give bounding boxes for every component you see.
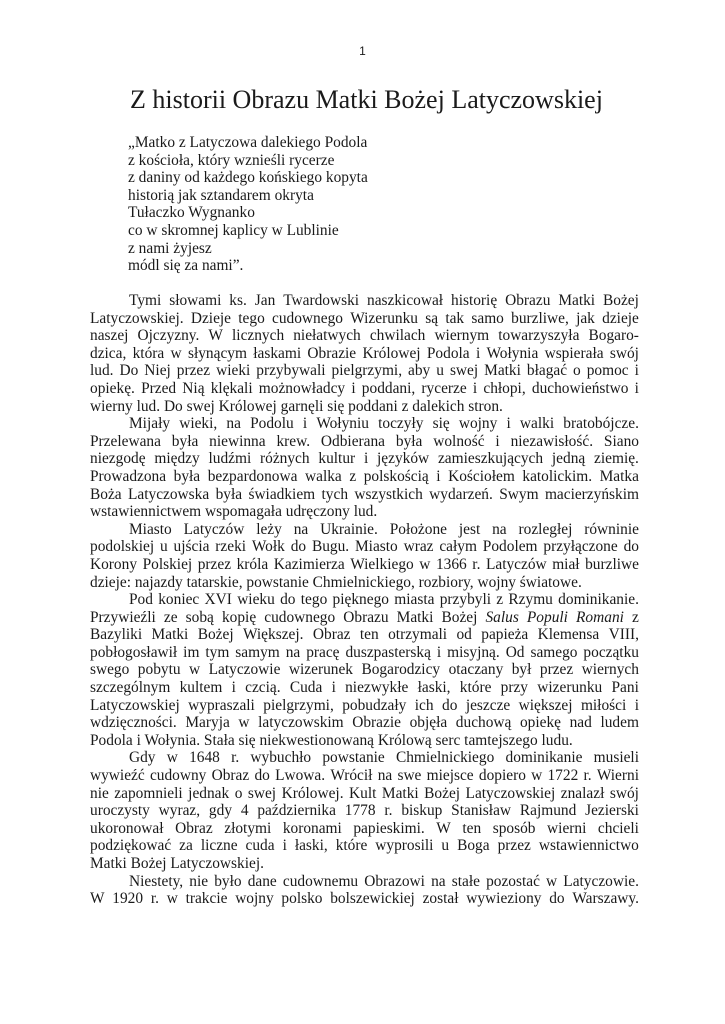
text-line: Miasto Latyczów leży na Ukrainie. Położone jest na rozległej równinie: [129, 520, 639, 538]
text-line: Bazyliki Matki Bożej Większej. Obraz ten otrzymali od papieża Klemensa VIII,: [90, 626, 639, 644]
text-line: wstawiennictwem wspomagała udręczony lud.: [90, 503, 378, 521]
text-line: ukoronował Obraz złotymi koronami papieskimi. W ten sposób wierni chcieli: [90, 819, 639, 837]
text-line: podziękować za liczne cuda i łaski, które wyprosili u Boga przez wstawiennictwo: [90, 837, 639, 855]
text-line: Boża Latyczowska była świadkiem tych wszystkich wydarzeń. Swym macierzyńskim: [90, 485, 639, 503]
text-line: Przywieźli ze sobą kopię cudownego Obrazu Matki Bożej Salus Populi Romani z: [90, 608, 639, 626]
text-line: Przelewana była niewinna krew. Odbierana była wolność i niezawisłość. Siano: [90, 432, 639, 450]
text-line: wywieźć cudowny Obraz do Lwowa. Wrócił na swe miejsce dopiero w 1722 r. Wierni: [90, 767, 639, 785]
text-line: dzica, która w słynącym łaskami Obrazie Królowej Podola i Wołynia wspierała swój: [90, 344, 639, 362]
paragraph: [90, 591, 639, 749]
text-line: Niestety, nie było dane cudownemu Obrazowi na stałe pozostać w Latyczowie.: [129, 872, 639, 890]
text-line: Mijały wieki, na Podolu i Wołyniu toczyły się wojny i walki bratobójcze.: [129, 415, 639, 433]
text-line: lud. Do Niej przez wieki przybywali pielgrzymi, aby u swej Matki błagać o pomoc i: [90, 362, 639, 380]
text-line: Tymi słowami ks. Jan Twardowski naszkicował historię Obrazu Matki Bożej: [129, 292, 639, 309]
page-title: Z historii Obrazu Matki Bożej Latyczowskiej: [130, 85, 603, 114]
text-line: Korony Polskiej przez króla Kazimierza Wielkiego w 1366 r. Latyczów miał burzliwe: [90, 555, 639, 573]
paragraph: [90, 292, 639, 415]
paragraph: [90, 749, 639, 872]
text-line: W 1920 r. w trakcie wojny polsko bolszewickiej został wywieziony do Warszawy.: [90, 890, 639, 908]
text-line: dzieje: najazdy tatarskie, powstanie Chmielnickiego, rozbiory, wojny światowe.: [90, 573, 582, 591]
article-body: [90, 292, 639, 908]
poem-line: Tułaczko Wygnanko: [128, 204, 255, 222]
page-number: 1: [359, 44, 366, 58]
poem-line: z daniny od każdego końskiego kopyta: [128, 169, 368, 187]
poem-line: z nami żyjesz: [128, 239, 212, 257]
text-line: wdzięczności. Maryja w latyczowskim Obrazie objęła duchową opiekę nad ludem: [90, 714, 639, 732]
text-line: podolskiej u ujścia rzeki Wołk do Bugu. Miasto wraz całym Podolem przyłączone do: [90, 538, 639, 556]
poem-line: co w skromnej kaplicy w Lublinie: [128, 221, 339, 239]
poem-quote: [128, 134, 368, 275]
poem-line: módl się za nami”.: [128, 257, 244, 275]
paragraph: [90, 873, 639, 908]
text-line: Latyczowskiej wypraszali pielgrzymi, pobudzały ich do jeszcze większej miłości i: [90, 696, 639, 714]
text-line: Pod koniec XVI wieku do tego pięknego miasta przybyli z Rzymu dominikanie.: [129, 591, 639, 609]
paragraph: [90, 521, 639, 591]
paragraph: [90, 415, 639, 521]
text-line: opiekę. Przed Nią klękali możnowładcy i poddani, rycerze i chłopi, duchowieństwo i: [90, 379, 639, 397]
text-line: wierny lud. Do swej Królowej garnęli się poddani z dalekich stron.: [90, 397, 503, 415]
text-line: Gdy w 1648 r. wybuchło powstanie Chmielnickiego dominikanie musieli: [129, 749, 639, 767]
text-line: Podola i Wołynia. Stała się niekwestionowaną Królową serc tamtejszego ludu.: [90, 731, 573, 749]
poem-line: „Matko z Latyczowa dalekiego Podola: [128, 134, 368, 151]
text-line: pobłogosławił im tym samym na pracę duszpasterską i misyjną. Od samego początku: [90, 643, 639, 661]
text-line: niezgodę między ludźmi różnych kultur i języków zamieszkujących jedną ziemię.: [90, 450, 639, 468]
poem-line: z kościoła, który wznieśli rycerze: [128, 151, 335, 169]
text-line: nie zapomnieli jednak o swej Królowej. Kult Matki Bożej Latyczowskiej znalazł swój: [90, 784, 639, 802]
text-line: Latyczowskiej. Dzieje tego cudownego Wizerunku są tak samo burzliwe, jak dzieje: [90, 309, 639, 327]
poem-line: historią jak sztandarem okryta: [128, 186, 314, 204]
text-line: Matki Bożej Latyczowskiej.: [90, 855, 264, 872]
text-line: Prowadzona była bezpardonowa walka z polskością i Kościołem katolickim. Matka: [90, 467, 639, 485]
text-line: swego pobytu w Latyczowie wizerunek Bogarodzicy otaczany był przez wiernych: [90, 661, 639, 679]
text-line: uroczysty wyraz, gdy 4 października 1778 r. biskup Stanisław Rajmund Jezierski: [90, 802, 639, 820]
text-line: naszej Ojczyzny. W licznych niełatwych chwilach wiernym towarzyszyła Bogaro-: [90, 327, 639, 345]
text-line: szczególnym kultem i czcią. Cuda i niezwykłe łaski, które przy wizerunku Pani: [90, 679, 639, 697]
